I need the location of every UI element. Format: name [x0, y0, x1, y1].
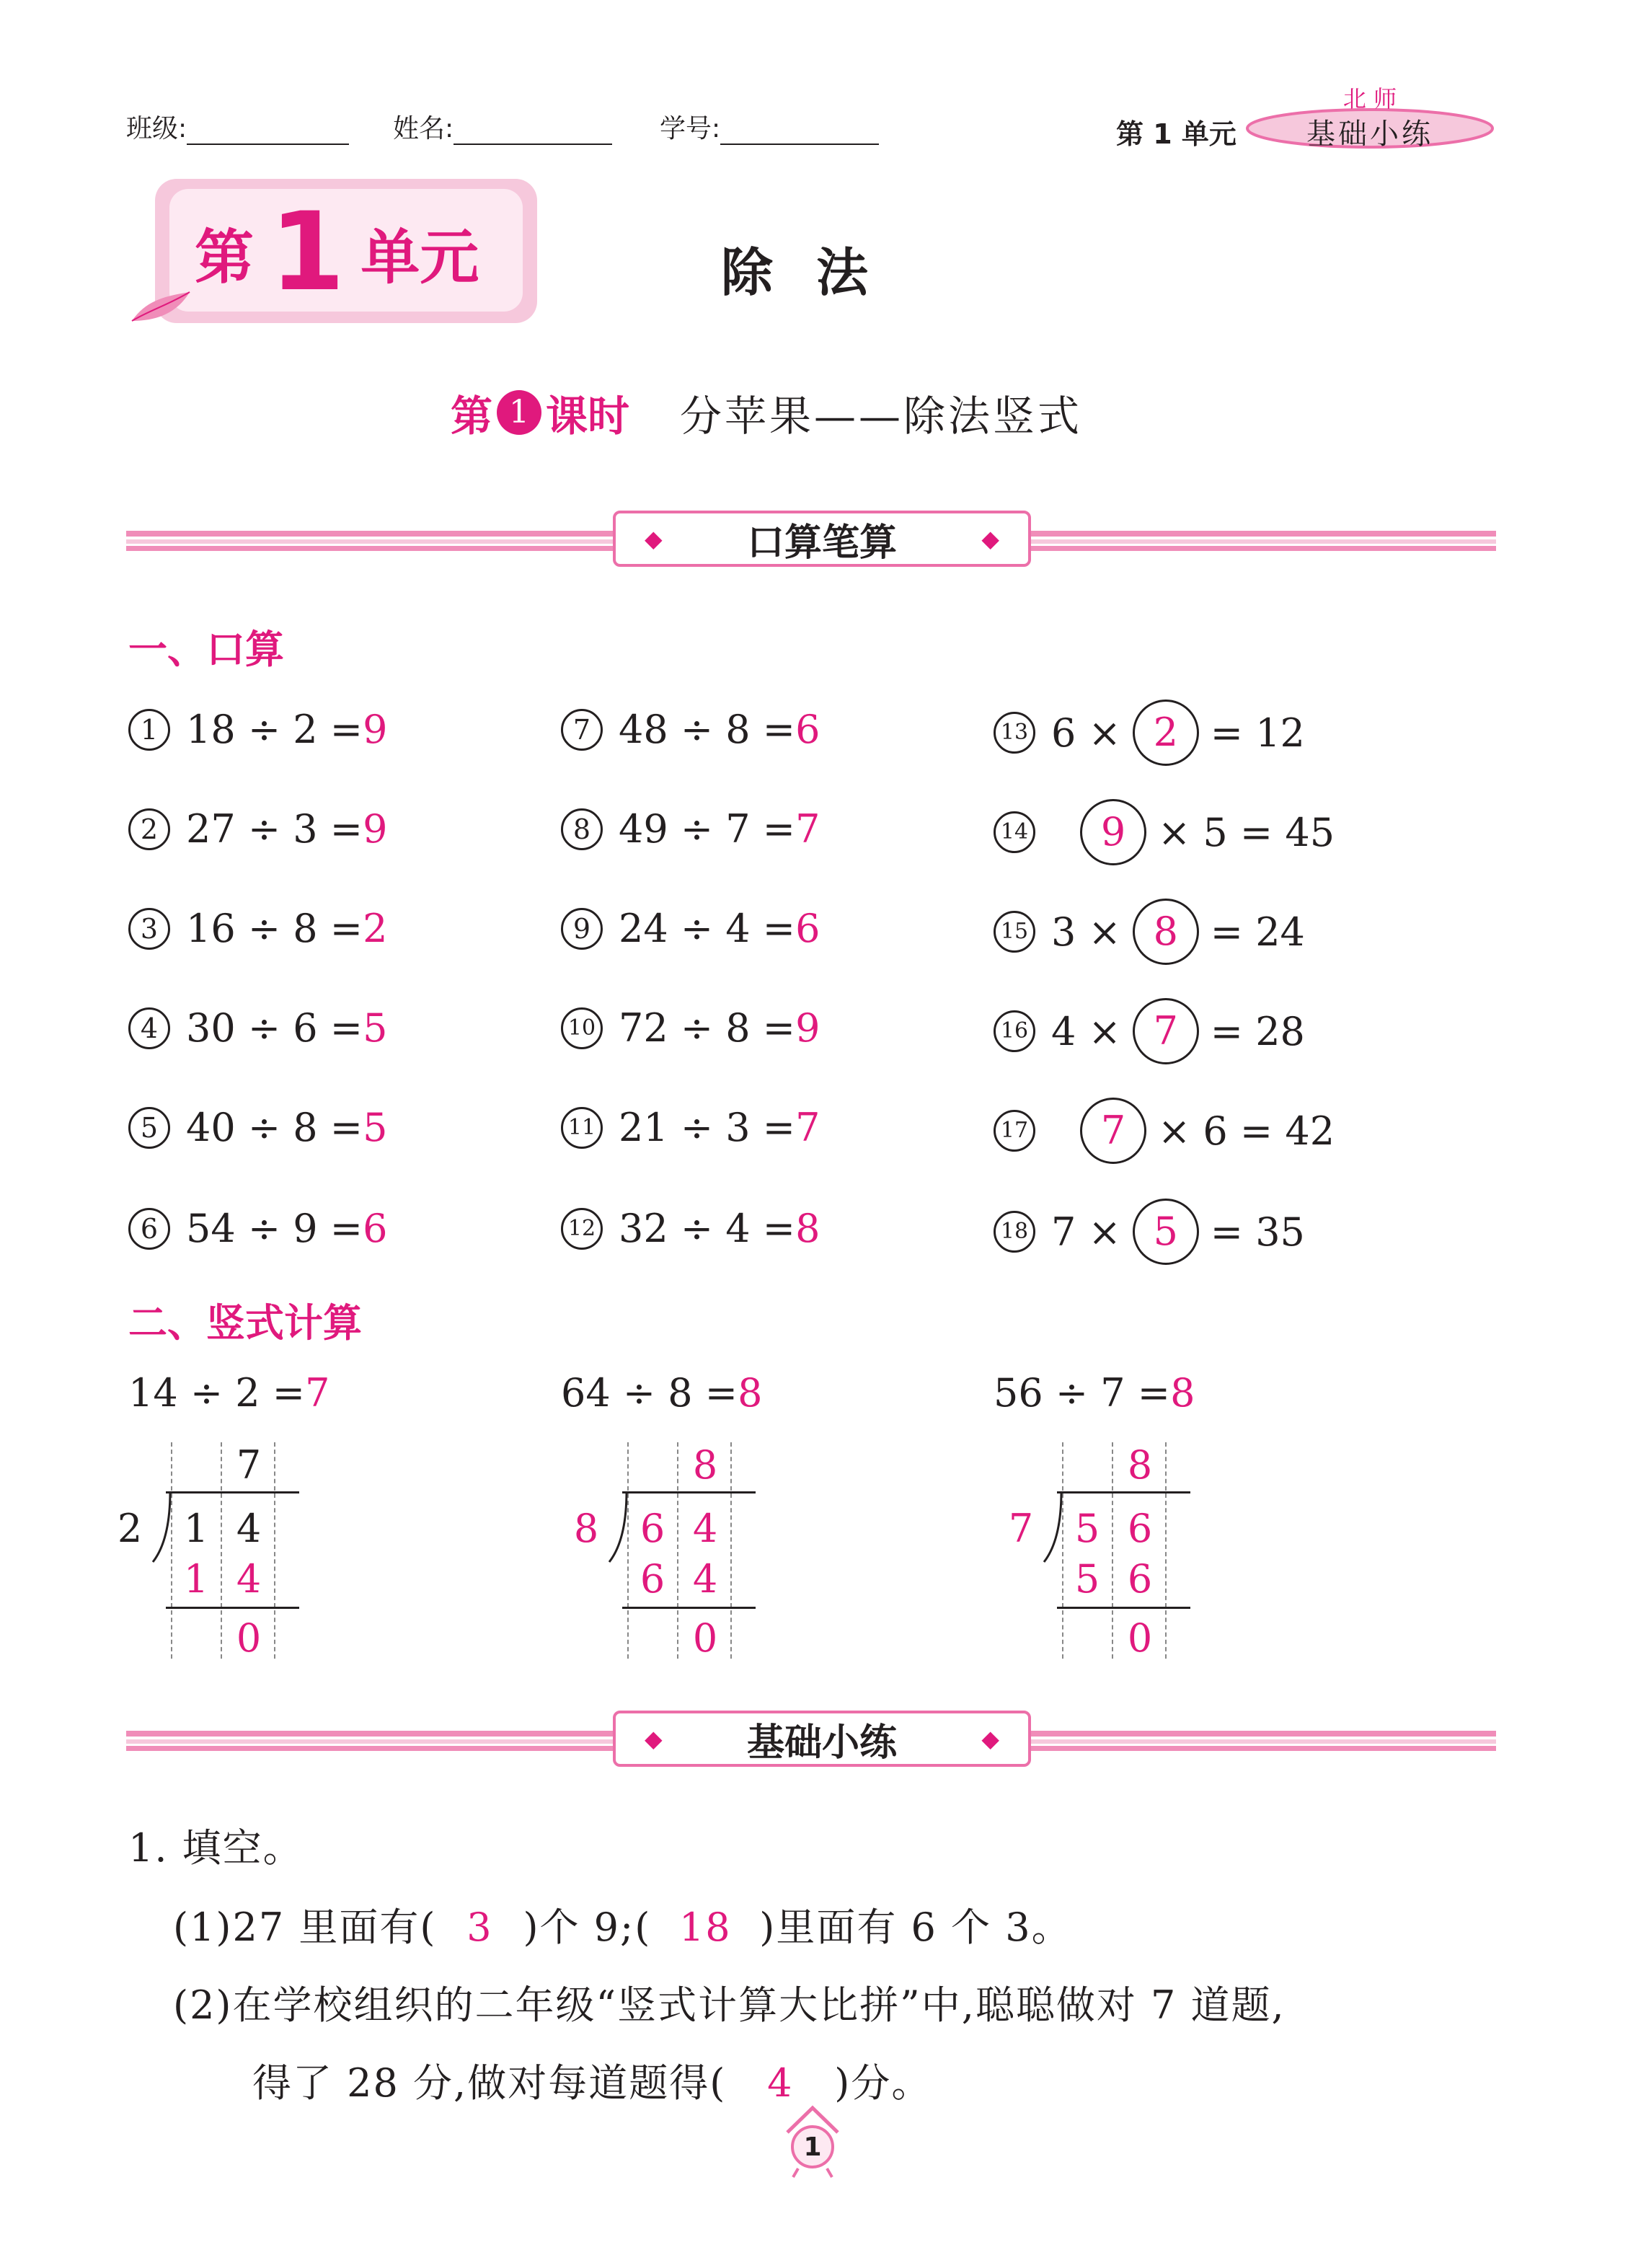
oral-item: 4 30 ÷ 6 = 5	[128, 1005, 387, 1051]
section-banner-1	[613, 511, 1031, 567]
answer-blank[interactable]: 18	[678, 1905, 732, 1950]
long-division-2	[572, 1442, 759, 1673]
oral-item: 8 49 ÷ 7 = 7	[561, 806, 820, 852]
long-division-1	[115, 1442, 303, 1673]
diamond-icon: ◆	[645, 525, 663, 552]
id-label: 学号:	[660, 114, 721, 144]
oral-item: 15 3 × 8 = 24	[994, 899, 1305, 965]
unit-label: 第 1 单元	[1116, 118, 1237, 150]
unit-badge-text	[195, 190, 479, 315]
oral-item: 16 4 × 7 = 28	[994, 998, 1305, 1064]
brand-top: 北 师	[1342, 85, 1397, 112]
oral-item: 18 7 × 5 = 35	[994, 1199, 1305, 1265]
dividend-digit: 1	[183, 1506, 209, 1551]
oral-item: 14 9 × 5 = 45	[994, 799, 1335, 865]
oral-item: 7 48 ÷ 8 = 6	[561, 707, 820, 752]
dividend-digit: 4	[692, 1506, 718, 1551]
answer-blank[interactable]: 3	[466, 1905, 493, 1950]
banner-title-1: 口算笔算	[746, 521, 897, 565]
answer-circle: 7	[1080, 1098, 1146, 1164]
lesson-heading	[451, 382, 1082, 443]
oral-item: 2 27 ÷ 3 = 9	[128, 806, 387, 852]
answer-circle: 5	[1133, 1199, 1199, 1265]
question-1-label: 1. 填空。	[128, 1825, 304, 1871]
id-line[interactable]	[720, 119, 879, 145]
long-division-3	[1007, 1442, 1194, 1673]
product-digit: 6	[640, 1556, 665, 1602]
remainder: 0	[692, 1615, 718, 1661]
product-digit: 6	[1127, 1556, 1153, 1602]
lesson-number: 1	[497, 390, 541, 435]
oral-item: 12 32 ÷ 4 = 8	[561, 1206, 820, 1251]
answer-circle: 9	[1080, 799, 1146, 865]
division-bracket	[608, 1491, 629, 1563]
lesson-prefix: 第	[451, 392, 493, 441]
brand-main: 基础小练	[1306, 118, 1433, 151]
oral-item: 17 7 × 6 = 42	[994, 1098, 1335, 1164]
section-oral: 一、口算	[128, 627, 284, 672]
divisor: 7	[1008, 1506, 1034, 1551]
lesson-title: 分苹果——除法竖式	[680, 392, 1083, 441]
quotient: 8	[692, 1442, 718, 1488]
answer-circle: 2	[1133, 700, 1199, 766]
unit-badge-suffix: 单元	[360, 223, 479, 292]
dividend-digit: 4	[236, 1506, 262, 1551]
answer-circle: 7	[1133, 998, 1199, 1064]
name-line[interactable]	[454, 119, 612, 145]
unit-badge-prefix: 第	[195, 223, 255, 292]
dividend-digit: 5	[1074, 1506, 1100, 1551]
answer-blank[interactable]: 4	[767, 2060, 794, 2106]
product-digit: 1	[183, 1556, 209, 1602]
leaf-icon	[128, 285, 193, 328]
diamond-icon: ◆	[981, 525, 999, 552]
ld-expression: 14 ÷ 2 = 7	[128, 1370, 330, 1416]
remainder: 0	[236, 1615, 262, 1661]
lesson-suffix: 课时	[546, 392, 630, 441]
oral-item: 3 16 ÷ 8 = 2	[128, 906, 387, 951]
divisor: 2	[117, 1506, 143, 1551]
name-field[interactable]	[393, 108, 612, 145]
oral-item: 9 24 ÷ 4 = 6	[561, 906, 820, 951]
section-long-division: 二、竖式计算	[128, 1300, 362, 1346]
division-bracket	[151, 1491, 173, 1563]
ld-expression: 64 ÷ 8 = 8	[561, 1370, 763, 1416]
page-number: 1	[803, 2132, 822, 2162]
oral-item: 10 72 ÷ 8 = 9	[561, 1005, 820, 1051]
brand-logo	[1240, 79, 1500, 151]
class-field[interactable]	[126, 108, 349, 145]
quotient: 7	[236, 1442, 262, 1488]
dividend-digit: 6	[1127, 1506, 1153, 1551]
ld-expression: 56 ÷ 7 = 8	[994, 1370, 1195, 1416]
oral-item: 1 18 ÷ 2 = 9	[128, 707, 387, 752]
class-label: 班级:	[126, 114, 187, 144]
class-line[interactable]	[187, 119, 349, 145]
id-field[interactable]	[660, 108, 879, 145]
product-digit: 4	[692, 1556, 718, 1602]
page-number-badge	[780, 2102, 845, 2181]
banner-title-2: 基础小练	[746, 1721, 897, 1765]
question-1-2-line1: (2)在学校组织的二年级“竖式计算大比拼”中,聪聪做对 7 道题,	[173, 1982, 1286, 2028]
question-1-2-line2: 得了 28 分,做对每道题得( 4 )分。	[252, 2060, 932, 2106]
oral-item: 11 21 ÷ 3 = 7	[561, 1105, 820, 1150]
dividend-digit: 6	[640, 1506, 665, 1551]
division-bracket	[1043, 1491, 1064, 1563]
question-1-1: (1)27 里面有( 3 )个 9;( 18 )里面有 6 个 3。	[173, 1905, 1072, 1950]
product-digit: 5	[1074, 1556, 1100, 1602]
section-banner-2	[613, 1711, 1031, 1767]
diamond-icon: ◆	[645, 1725, 663, 1752]
name-label: 姓名:	[393, 114, 454, 144]
oral-item: 13 6 × 2 = 12	[994, 700, 1305, 766]
diamond-icon: ◆	[981, 1725, 999, 1752]
oral-item: 5 40 ÷ 8 = 5	[128, 1105, 387, 1150]
oral-item: 6 54 ÷ 9 = 6	[128, 1206, 387, 1251]
quotient: 8	[1127, 1442, 1153, 1488]
product-digit: 4	[236, 1556, 262, 1602]
divisor: 8	[573, 1506, 599, 1551]
unit-badge-number: 1	[270, 190, 345, 315]
answer-circle: 8	[1133, 899, 1199, 965]
remainder: 0	[1127, 1615, 1153, 1661]
page-title: 除法	[721, 242, 912, 303]
